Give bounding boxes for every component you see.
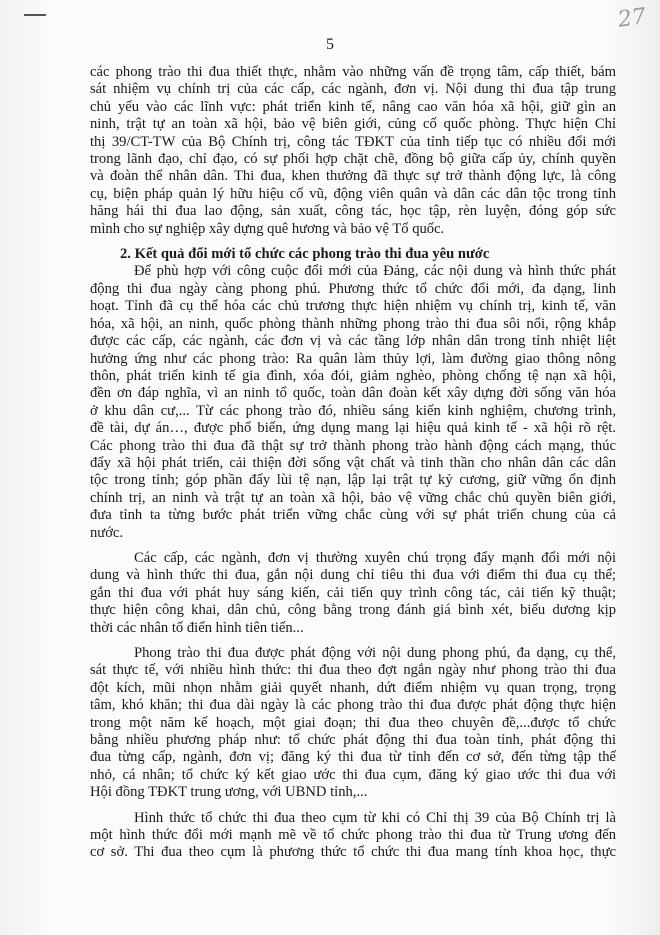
text-line: gắn thi đua với phát huy sáng kiến, cải tiến quy trình công tác, cải tiến kỹ thuật;	[90, 584, 616, 601]
handwritten-page-number: 27	[616, 4, 648, 33]
text-line: được các cấp, các ngành, các đơn vị và các tầng lớp nhân dân trong tỉnh nhiệt liệt	[90, 333, 616, 350]
text-line: thị 39/CT-TW của Bộ Chính trị, công tác TĐKT của tỉnh tiếp tục có nhiều đổi mới	[90, 133, 616, 150]
section-heading: 2. Kết quả đổi mới tổ chức các phong trào thi đua yêu nước	[120, 246, 490, 263]
text-line: động thi đua ngày càng phong phú. Phương thức tổ chức đổi mới, đa dạng, linh	[90, 280, 616, 297]
text-line: nước.	[90, 524, 124, 541]
text-line: các phong trào thi đua thiết thực, nhằm vào những vấn đề trọng tâm, cấp thiết, bám	[90, 64, 616, 80]
text-line: một hình thức đổi mới mạnh mẽ về tổ chức phong trào thi đua từ Trung ương đến	[90, 827, 616, 844]
text-line: ninh, trật tự an toàn xã hội, bảo vệ biên giới, củng cố quốc phòng. Thực hiện Chỉ	[90, 116, 616, 133]
text-line: hóa, xã hội, an ninh, quốc phòng thành những phong trào thi đua sôi nổi, rộng khắp	[90, 315, 616, 332]
text-line: trong một năm kế hoạch, một giai đoạn; thi đua theo chuyên đề,...được tổ chức	[90, 714, 616, 731]
text-line: cụ, biện pháp quản lý hữu hiệu cổ vũ, động viên quân và dân các dân tộc trong tỉnh	[90, 185, 616, 202]
text-line: đua từng cấp, ngành, đơn vị; đăng ký thi đua từ tỉnh đến cơ sở, đến từng tập thể	[90, 749, 616, 766]
text-line: Hình thức tổ chức thi đua theo cụm từ khi có Chỉ thị 39 của Bộ Chính trị là	[134, 809, 616, 826]
text-line: Hội đồng TĐKT trung ương, với UBND tỉnh,...	[90, 784, 368, 801]
text-line: ở khu dân cư,... Từ các phong trào đó, nhiều sáng kiến kinh nghiệm, chương trình,	[90, 402, 616, 419]
paragraph	[90, 810, 616, 862]
text-line: chủ yếu vào các lĩnh vực: phát triển kinh tế, nâng cao văn hóa xã hội, giữ gìn an	[90, 98, 616, 115]
scan-mark	[24, 14, 46, 16]
text-line: nhỏ, cá nhân; tổ chức ký kết giao ước thi đua cụm, đăng ký giao ước thi đua với	[90, 766, 616, 783]
text-line: hăng hái thi đua lao động, sản xuất, công tác, học tập, rèn luyện, đóng góp sức	[90, 203, 616, 220]
text-line: hoạt. Tỉnh đã cụ thể hóa các chủ trương thực hiện nhiệm vụ chính trị, kinh tế, văn	[90, 298, 616, 315]
text-line: Phong trào thi đua được phát động với nội dung phong phú, đa dạng, cụ thể,	[134, 645, 616, 661]
text-line: đột kích, mũi nhọn nhằm giải quyết nhanh, dứt điểm nhiệm vụ quan trọng, trọng	[90, 679, 616, 696]
document-body	[90, 64, 616, 870]
paragraph	[90, 550, 616, 637]
text-line: dung và hình thức thi đua, gắn nội dung chỉ tiêu thi đua với điểm thi đua cụ thể;	[90, 567, 616, 584]
text-line: trong lãnh đạo, chỉ đạo, có sự phối hợp chặt chẽ, đồng bộ giữa cấp ủy, chính quyền	[90, 151, 616, 168]
text-line: Các phong trào thi đua đã thật sự trở thành phong trào hành động cách mạng, thúc	[90, 437, 616, 454]
paragraph	[90, 263, 616, 542]
text-line: sát nhiệm vụ chính trị của các cấp, các ngành, đơn vị. Nội dung thi đua tập trung	[90, 81, 616, 98]
text-line: đề tài, dự án…, được phổ biến, ứng dụng mang lại hiệu quả kinh tế - xã hội rõ rệt.	[90, 420, 616, 437]
text-line: đưa tỉnh ta từng bước phát triển vững chắc cùng với sự phát triển chung của cả	[90, 507, 616, 524]
text-line: bằng nhiều phương pháp như: tổ chức phát động thi đua toàn tỉnh, phát động thi	[90, 732, 616, 749]
text-line: hưởng ứng như các phong trào: Ra quân làm thủy lợi, làm đường giao thông nông	[90, 350, 616, 367]
text-line: sát thực tế, với nhiều hình thức: thi đua theo đợt ngắn ngày như phong trào thi đua	[90, 662, 616, 679]
text-line: mình cho sự nghiệp xây dựng quê hương và bảo vệ Tổ quốc.	[90, 220, 445, 237]
paragraph	[90, 645, 616, 802]
text-line: cơ sở. Thi đua theo cụm là phương thức tổ chức thi đua mang tính khoa học, thực	[90, 844, 616, 861]
page-number: 5	[326, 36, 334, 53]
text-line: chính trị, an ninh và trật tự an toàn xã hội, bảo vệ vững chắc chủ quyền biên giới,	[90, 489, 616, 506]
text-line: Để phù hợp với công cuộc đổi mới của Đảng, các nội dung và hình thức phát	[134, 263, 616, 280]
text-line: tộc trong tỉnh; góp phần đẩy lùi tệ nạn, lập lại trật tự kỷ cương, giữ vững ổn định	[90, 472, 616, 489]
paragraph	[90, 64, 616, 238]
text-line: thời các nhân tố điển hình tiên tiến...	[90, 619, 304, 636]
text-line: tâm, khó khăn; thi đua dài ngày là các phong trào thi đua được phát động thực hiện	[90, 697, 616, 714]
text-line: đẩy xã hội phát triển, cải thiện đời sống vật chất và tinh thần cho nhân dân các dân	[90, 454, 616, 471]
text-line: Các cấp, các ngành, đơn vị thường xuyên chú trọng đẩy mạnh đổi mới nội	[134, 549, 616, 566]
text-line: đền ơn đáp nghĩa, vì an ninh tổ quốc, toàn dân đoàn kết xây dựng đời sống văn hóa	[90, 385, 616, 402]
text-line: và đoàn thể nhân dân. Thi đua, khen thưởng đã thực sự trở thành động lực, là công	[90, 168, 616, 185]
text-line: thực hiện công khai, dân chủ, công bằng trong đánh giá bình xét, biểu dương kịp	[90, 602, 616, 619]
text-line: thôn, phát triển kinh tế gia đình, xóa đói, giảm nghèo, phòng chống tệ nạn xã hội,	[90, 367, 616, 384]
